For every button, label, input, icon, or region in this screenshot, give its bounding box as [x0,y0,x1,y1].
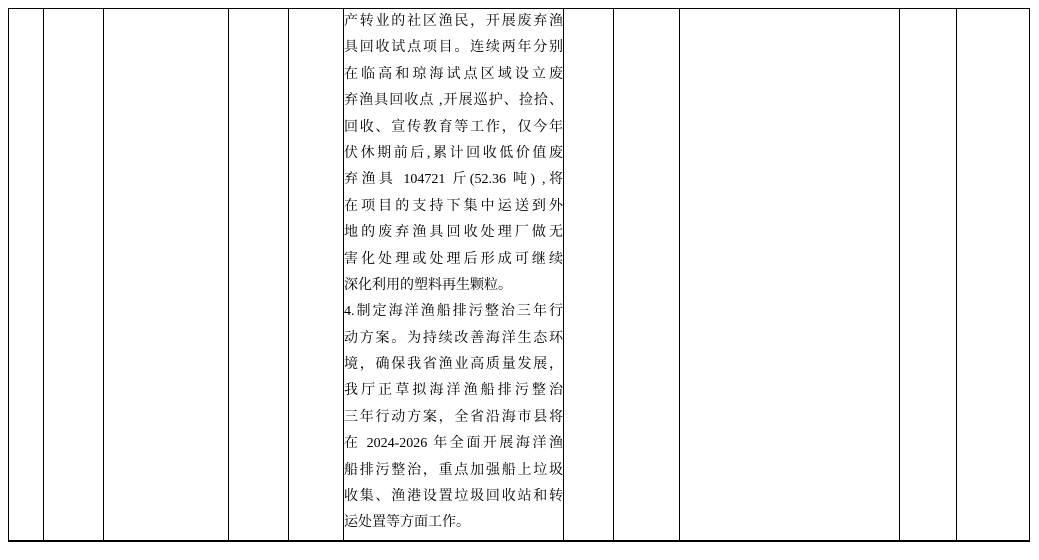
text-line: 境，确保我省渔业高质量发展， [344,357,563,373]
empty-cell [680,9,900,542]
empty-cell [957,9,1030,542]
empty-cell [44,9,104,542]
text-line: 三年行动方案，全省沿海市县将 [344,409,563,425]
text-line: 在临高和琼海试点区域设立废 [344,66,563,82]
text-line: 在项目的支持下集中运送到外 [344,198,563,214]
table-row [9,9,1030,542]
page-background [0,8,1039,560]
empty-cell [229,9,289,542]
text-line: 回收、宣传教育等工作，仅今年 [344,119,563,135]
text-line: 具回收试点项目。连续两年分别 [344,40,563,56]
text-line: 地的废弃渔具回收处理厂做无 [344,225,563,241]
document-page [0,8,1039,560]
text-line: 深化利用的塑料再生颗粒。 [344,277,512,293]
paragraph-cell [344,9,564,542]
empty-cell [9,9,44,542]
text-line: 我厅正草拟海洋渔船排污整治 [344,383,563,399]
text-line: 伏休期前后,累计回收低价值废 [344,145,563,161]
text-line: 运处置等方面工作。 [344,515,470,531]
empty-cell [289,9,344,542]
text-line: 在 2024-2026 年全面开展海洋渔 [344,436,563,452]
document-table [8,8,1030,542]
empty-cell [104,9,229,542]
text-line: 产转业的社区渔民，开展废弃渔 [344,14,563,29]
empty-cell [900,9,957,542]
text-line: 弃渔具回收点 ,开展巡护、捡拾、 [344,93,563,109]
text-line: 船排污整治，重点加强船上垃圾 [344,462,563,478]
text-line: 收集、渔港设置垃圾回收站和转 [344,489,563,505]
empty-cell [614,9,680,542]
text-line: 4.制定海洋渔船排污整治三年行 [344,304,563,320]
empty-cell [564,9,614,542]
text-line: 动方案。为持续改善海洋生态环 [344,330,563,346]
text-line: 害化处理或处理后形成可继续 [344,251,563,267]
text-line: 弃渔具 104721 斤(52.36 吨) ,将 [344,172,563,188]
